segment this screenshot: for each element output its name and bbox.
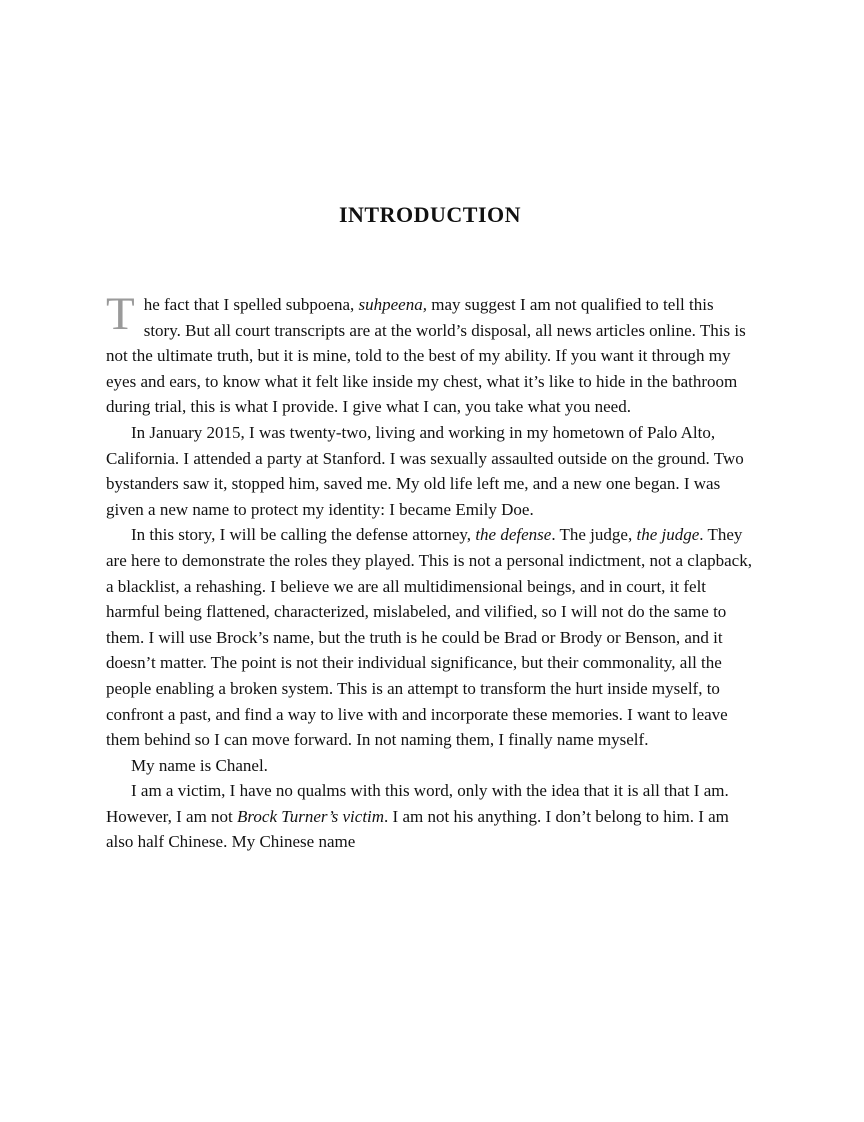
drop-cap: T [106,288,135,340]
text-run: In this story, I will be calling the defense attorney, [131,525,476,545]
paragraph-container [106,288,754,855]
text-run: . They are here to demonstrate the roles they played. This is not a personal indictment, not a clapback, a blacklist, a rehashing. I believe we are all multidimensional beings, and in court, it felt harmful being flattened, characterized, mislabeled, and vilified, so I will not do the same to them. I will use Brock’s name, but the truth is he could be Brad or Brody or Benson, and it doesn’t matter. The point is not their individual significance, but their commonality, all the people enabling a broken system. This is an attempt to transform the hurt inside myself, to confront a past, and find a way to live with and incorporate these memories. I want to leave them behind so I can move forward. In not naming them, I finally name myself. [106,525,752,750]
text-run: In January 2015, I was twenty-two, living and working in my hometown of Palo Alto, California. I attended a party at Stanford. I was sexually assaulted outside on the ground. Two bystanders saw it, stopped him, saved me. My old life left me, and a new one began. I was given a new name to protect my identity: I became Emily Doe. [106,422,744,519]
paragraph-5 [106,778,754,855]
text-run: . I am not his anything. I don’t belong to him. I am also half Chinese. My Chinese name [106,806,729,852]
page-content [0,202,864,855]
paragraph-2 [106,420,754,522]
text-run: he fact that I spelled subpoena, [143,295,359,314]
paragraph-4 [106,753,754,779]
italic-text-run: Brock Turner’s victim [237,806,385,826]
italic-text-run: the defense [475,525,552,545]
text-run: may suggest I am not qualified to tell this story. But all court transcripts are at the world’s disposal, all news articles online. This is not the ultimate truth, but it is mine, told to the best of my ability. If you want it through my eyes and ears, to know what it felt like inside my chest, what it’s like to hide in the bathroom during trial, this is what I provide. I give what I can, you take what you need. [106,295,746,417]
text-run: . The judge, [551,525,637,545]
text-run: I am a victim, I have no qualms with this word, only with the idea that it is all that I am. However, I am not [106,781,729,826]
text-run: My name is Chanel. [131,755,268,775]
italic-text-run: the judge [636,525,700,545]
chapter-title: INTRODUCTION [338,202,522,227]
paragraph-3 [106,522,754,752]
paragraph-1 [106,288,754,420]
italic-text-run: suhpeena, [358,295,427,314]
